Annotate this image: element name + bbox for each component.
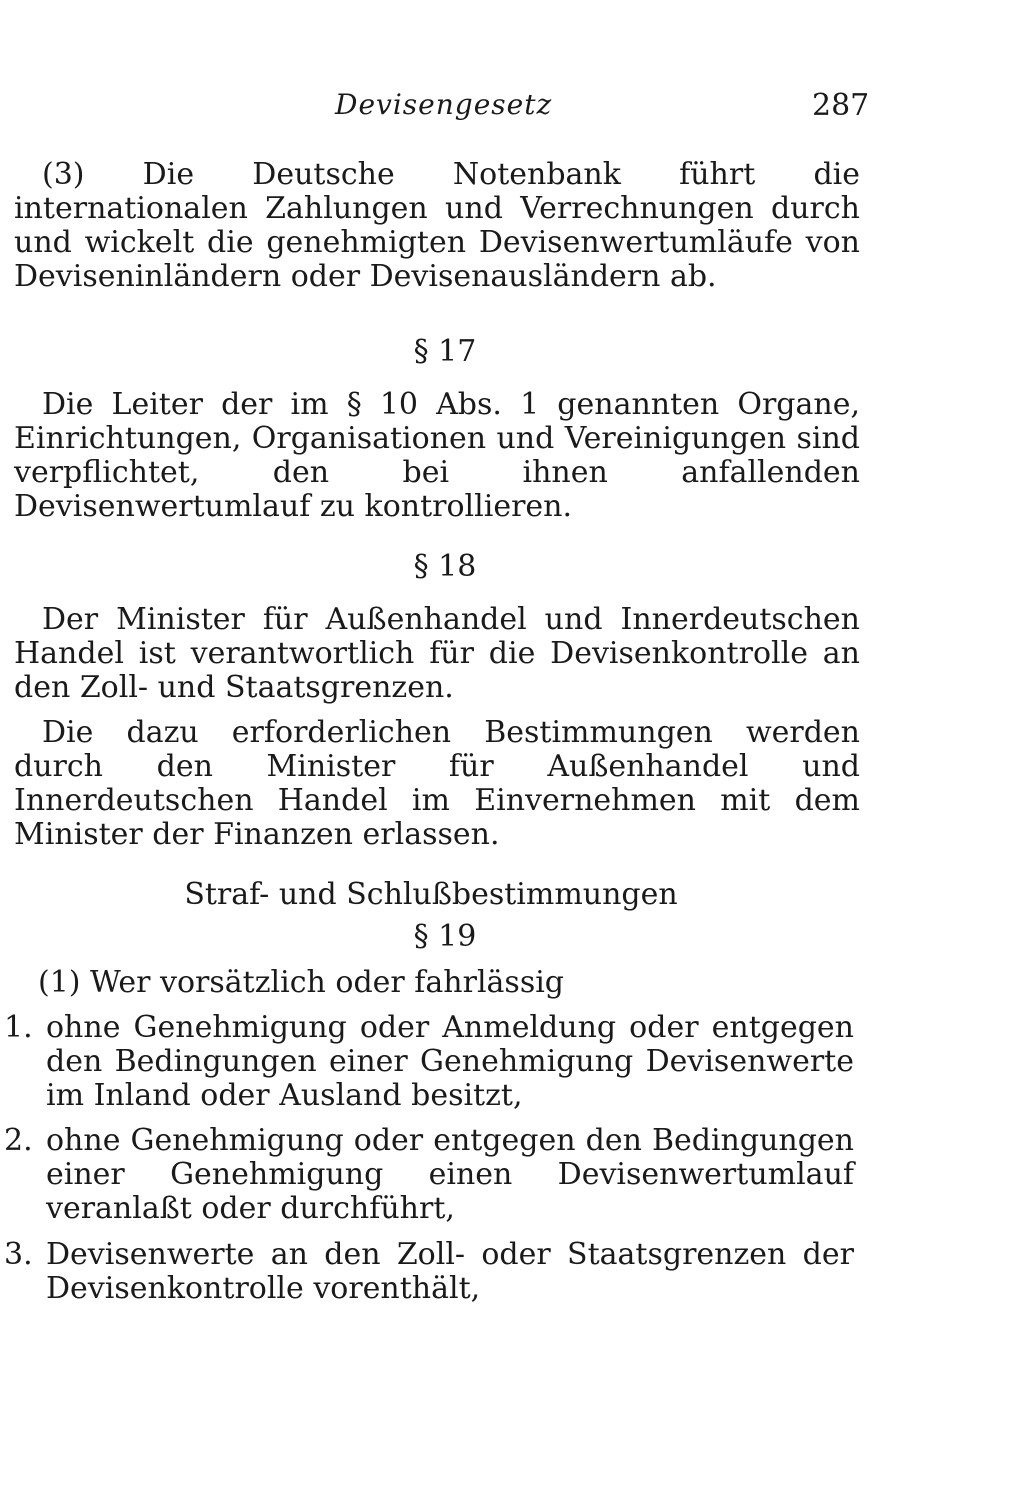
section-19-heading: § 19 [413, 919, 477, 954]
paragraph-16-3: (3) Die Deutsche Notenbank führt die internationalen Zahlungen und Verrechnungen durch und wickelt die genehmigten Devisenwertumläufe von Deviseninländern oder Devisenausländern ab. [14, 157, 860, 294]
section-17-heading: § 17 [413, 334, 477, 369]
list-item-number: 1. [4, 1010, 33, 1045]
list-item-2 [4, 1124, 854, 1226]
paragraph-17: Die Leiter der im § 10 Abs. 1 genannten Organe, Einrichtungen, Organisationen und Vereinigungen sind verpflichtet, den bei ihnen anfallenden Devisenwertumlauf zu kontrollieren. [14, 387, 860, 524]
paragraph-19-1: (1) Wer vorsätzlich oder fahrlässig [38, 965, 565, 1000]
list-item-text: ohne Genehmigung oder Anmeldung oder entgegen den Bedingungen einer Genehmigung Devisenwerte im Inland oder Ausland besitzt, [46, 1010, 854, 1113]
page-number: 287 [812, 88, 870, 123]
section-18-heading: § 18 [413, 549, 477, 584]
list-item-3 [4, 1238, 854, 1306]
list-item-1 [4, 1011, 854, 1113]
paragraph-18-2: Die dazu erforderlichen Bestimmungen werden durch den Minister für Außenhandel und Innerdeutschen Handel im Einvernehmen mit dem Minister der Finanzen erlassen. [14, 715, 860, 852]
list-item-number: 3. [4, 1237, 33, 1272]
paragraph-18-1: Der Minister für Außenhandel und Innerdeutschen Handel ist verantwortlich für die Devisenkontrolle an den Zoll- und Staatsgrenzen. [14, 602, 860, 705]
running-head-title: Devisengesetz [335, 88, 553, 121]
running-head [0, 88, 1024, 128]
list-item-number: 2. [4, 1123, 33, 1158]
list-item-text: Devisenwerte an den Zoll- oder Staatsgrenzen der Devisenkontrolle vorenthält, [46, 1237, 854, 1306]
chapter-heading: Straf- und Schlußbestimmungen [184, 877, 678, 912]
list-item-text: ohne Genehmigung oder entgegen den Bedingungen einer Genehmigung einen Devisenwertumlauf veranlaßt oder durchführt, [46, 1123, 854, 1226]
